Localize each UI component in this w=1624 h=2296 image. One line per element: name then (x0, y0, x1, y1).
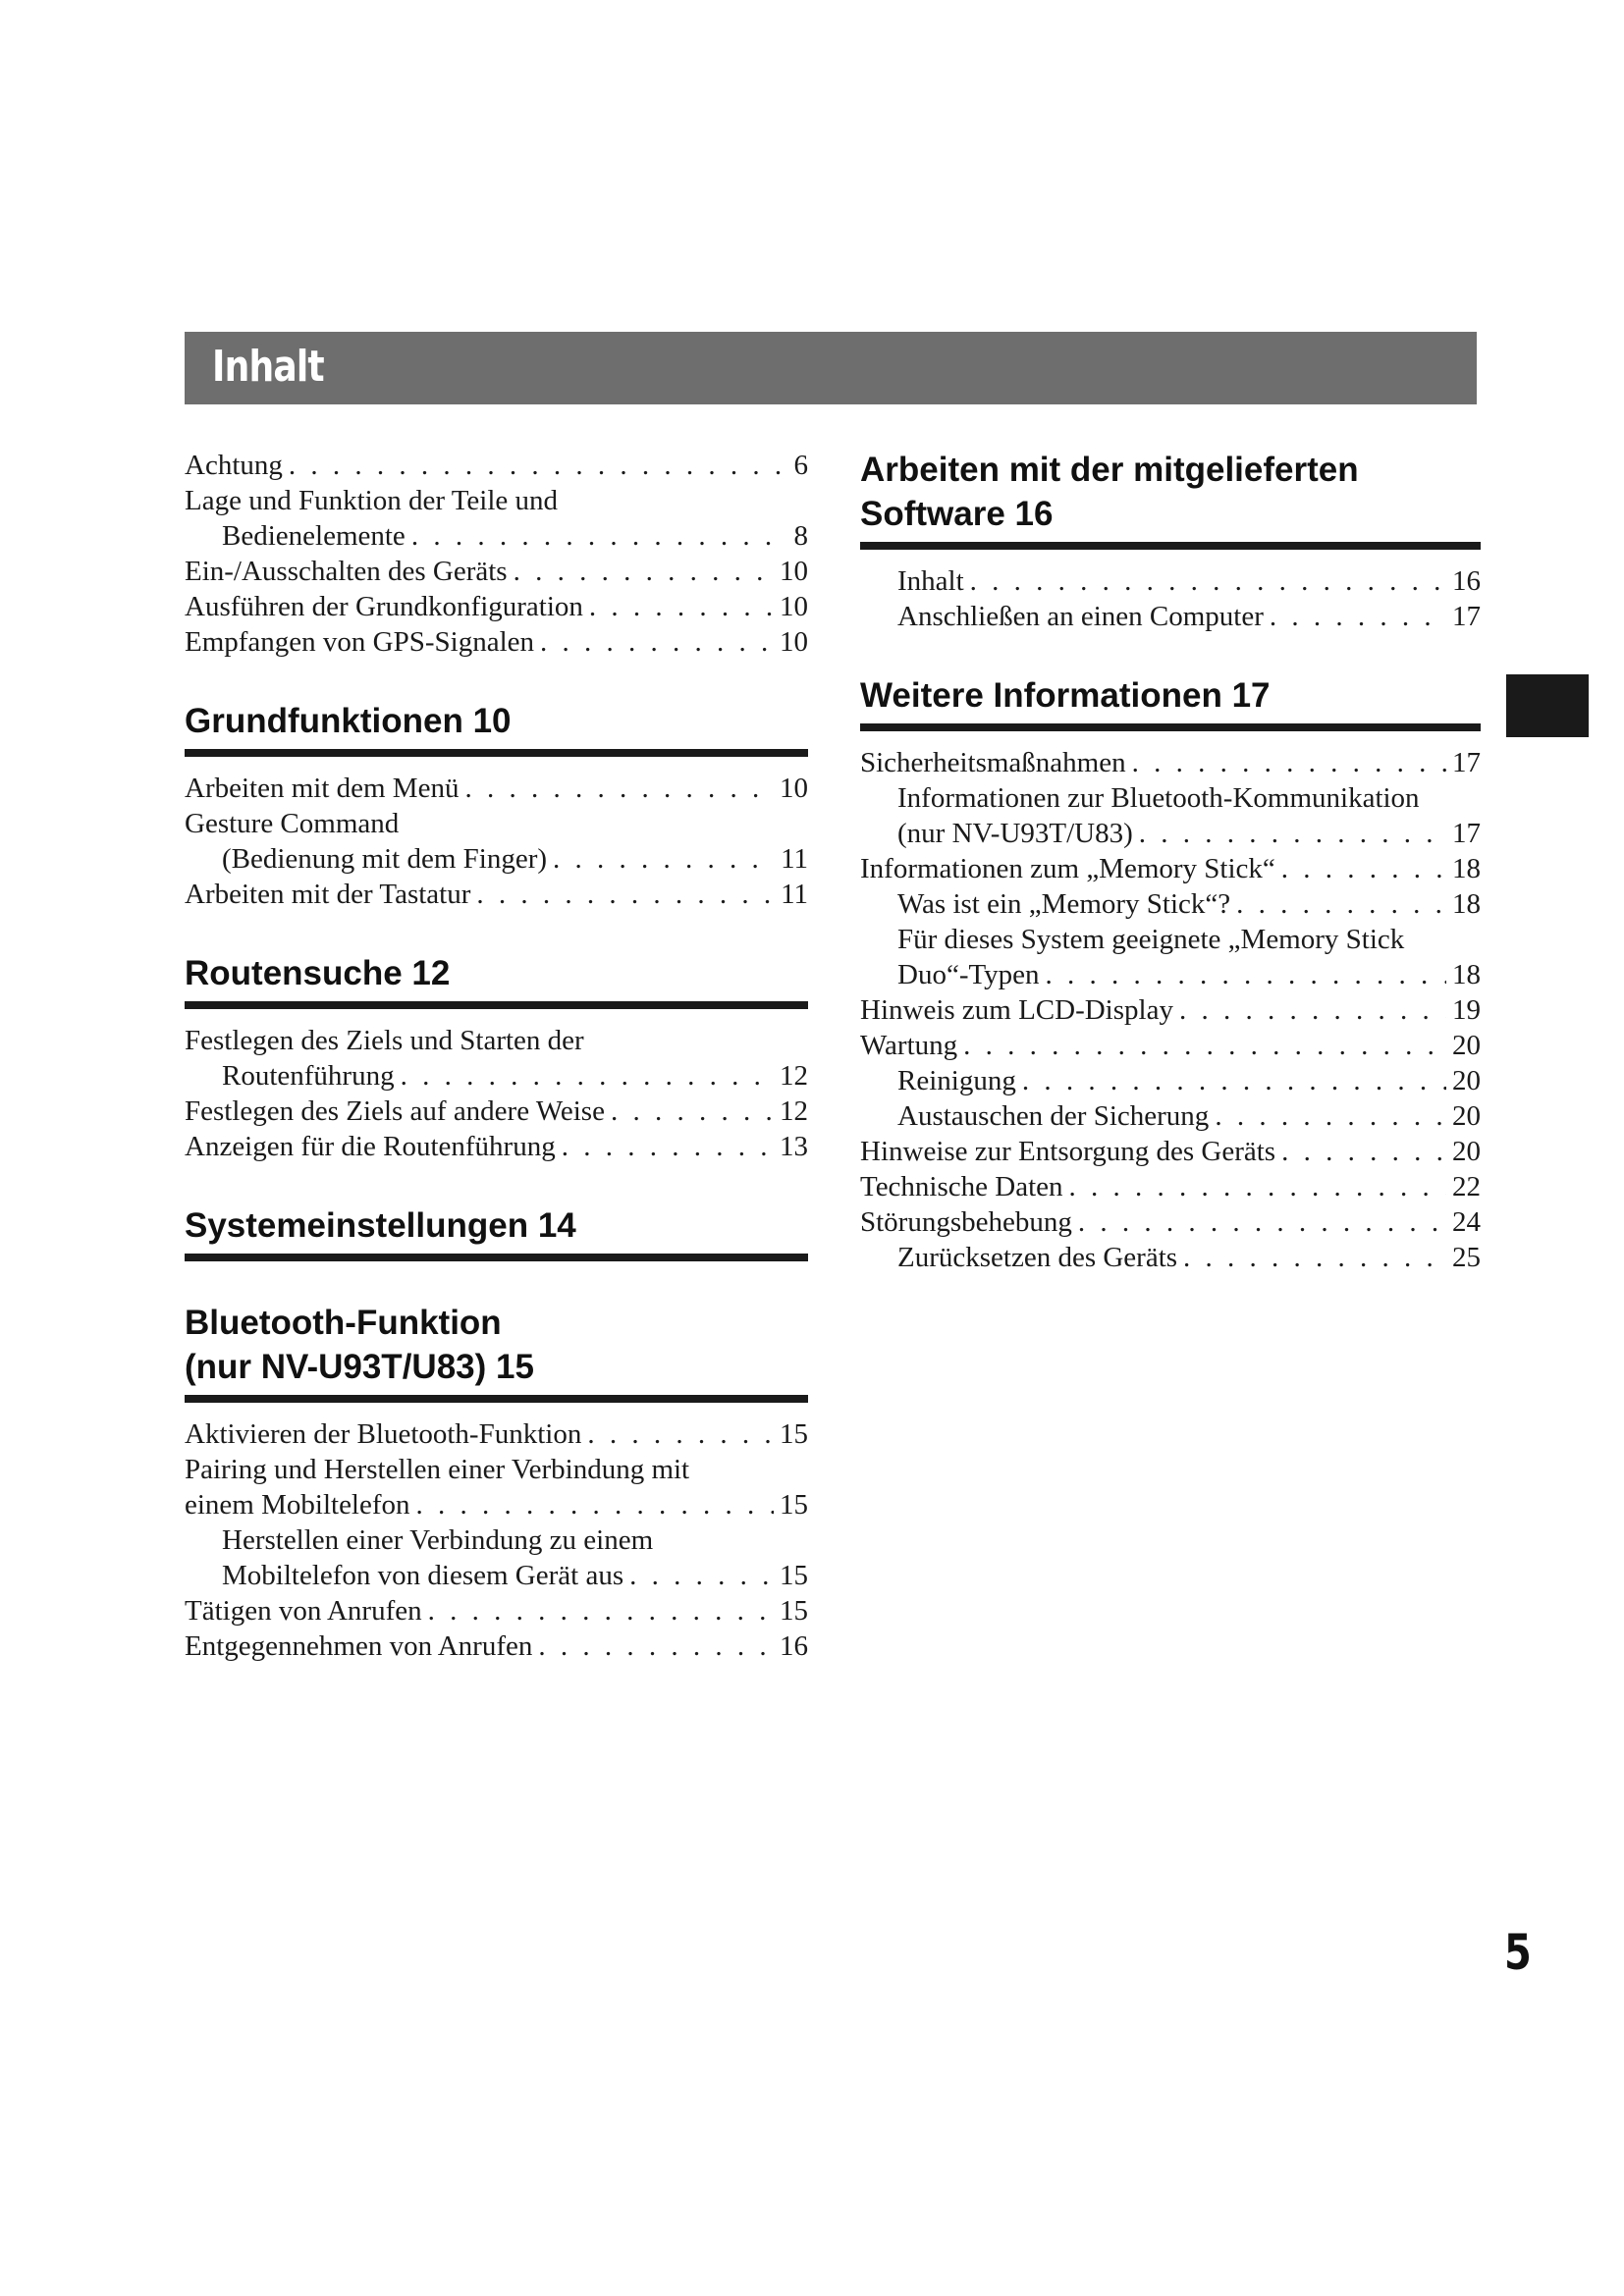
toc-entry[interactable] (185, 448, 808, 483)
toc-entry[interactable] (860, 745, 1481, 780)
toc-entry-title: Tätigen von Anrufen (185, 1595, 422, 1627)
dot-leader (401, 1058, 774, 1094)
toc-entry[interactable] (860, 563, 1481, 599)
toc-entry-title: Wartung (860, 1030, 958, 1061)
toc-entry-title: Austauschen der Sicherung (897, 1100, 1210, 1132)
dot-leader (1281, 1134, 1446, 1169)
toc-entry-page: 15 (780, 1489, 808, 1521)
toc-entry[interactable] (860, 1098, 1481, 1134)
toc-entry-title: Mobiltelefon von diesem Gerät aus (222, 1560, 624, 1591)
toc-entry-page: 10 (780, 591, 808, 622)
toc-entry-title: Aktivieren der Bluetooth-Funktion (185, 1418, 582, 1450)
toc-entry[interactable] (860, 992, 1481, 1028)
dot-leader (540, 624, 774, 660)
page-title: Inhalt (212, 342, 324, 392)
toc-entry-page: 12 (780, 1095, 808, 1127)
toc-left-column (185, 448, 808, 1664)
toc-entry[interactable] (185, 771, 808, 806)
toc-intro-list (185, 448, 808, 660)
toc-section (185, 1203, 808, 1261)
toc-entry-title: Reinigung (897, 1065, 1016, 1096)
toc-section (860, 673, 1481, 1275)
page-number: 5 (1504, 1924, 1532, 1981)
title-banner (185, 332, 1477, 404)
toc-section-entries (185, 1416, 808, 1664)
dot-leader (1139, 816, 1446, 851)
toc-entry[interactable] (185, 1129, 808, 1164)
toc-left-sections (185, 699, 808, 1664)
toc-entry-title: Achtung (185, 450, 283, 481)
toc-entry[interactable] (860, 816, 1481, 851)
toc-entry[interactable] (860, 957, 1481, 992)
toc-entry[interactable] (185, 1058, 808, 1094)
toc-entry-page: 17 (1452, 747, 1481, 778)
toc-entry-title: Duo“-Typen (897, 959, 1040, 990)
toc-entry-page: 15 (780, 1595, 808, 1627)
toc-entry-page: 12 (780, 1060, 808, 1092)
toc-entry[interactable] (185, 554, 808, 589)
toc-entry-title: Informationen zum „Memory Stick“ (860, 853, 1275, 884)
toc-entry-page: 20 (1452, 1100, 1481, 1132)
toc-entry-page: 13 (780, 1131, 808, 1162)
section-rule (185, 1254, 808, 1261)
dot-leader (289, 448, 788, 483)
toc-entry-page: 17 (1452, 601, 1481, 632)
toc-entry-title: Routenführung (222, 1060, 395, 1092)
toc-section-entries (860, 745, 1481, 1275)
toc-entry-title: Störungsbehebung (860, 1206, 1072, 1238)
toc-entry-page: 16 (780, 1630, 808, 1662)
toc-entry-line: Herstellen einer Verbindung zu einem (222, 1524, 654, 1556)
toc-entry[interactable] (185, 1094, 808, 1129)
toc-entry-page: 25 (1452, 1242, 1481, 1273)
dot-leader (1179, 992, 1446, 1028)
toc-section-entries (185, 771, 808, 912)
toc-entry-page: 11 (781, 879, 808, 910)
toc-entry[interactable] (185, 1558, 808, 1593)
section-heading[interactable]: Weitere Informationen 17 (860, 676, 1271, 715)
toc-section (860, 448, 1481, 634)
toc-entry-title: Bedienelemente (222, 520, 406, 552)
toc-entry[interactable] (185, 518, 808, 554)
dot-leader (629, 1558, 774, 1593)
toc-entry-line: Pairing und Herstellen einer Verbindung mit (185, 1454, 690, 1485)
toc-entry[interactable] (860, 851, 1481, 886)
toc-entry-title: Empfangen von GPS-Signalen (185, 626, 535, 658)
toc-entry-page: 22 (1452, 1171, 1481, 1202)
dot-leader (1132, 745, 1446, 780)
toc-entry[interactable] (860, 1169, 1481, 1204)
toc-entry[interactable] (185, 1416, 808, 1452)
dot-leader (553, 841, 775, 877)
section-rule (185, 1395, 808, 1403)
toc-entry-title: Hinweise zur Entsorgung des Geräts (860, 1136, 1276, 1167)
toc-entry-page: 18 (1452, 888, 1481, 920)
dot-leader (1281, 851, 1446, 886)
toc-entry-title: Ausführen der Grundkonfiguration (185, 591, 583, 622)
toc-entry-title: Technische Daten (860, 1171, 1063, 1202)
dot-leader (589, 589, 774, 624)
toc-entry[interactable] (185, 1487, 808, 1522)
toc-entry[interactable] (185, 877, 808, 912)
toc-entry-line: Festlegen des Ziels und Starten der (185, 1025, 584, 1056)
toc-entry-page: 6 (793, 450, 808, 481)
toc-entry-line: Informationen zur Bluetooth-Kommunikation (897, 782, 1420, 814)
dot-leader (1236, 886, 1446, 922)
toc-entry[interactable] (860, 599, 1481, 634)
toc-entry-title: (Bedienung mit dem Finger) (222, 843, 548, 875)
toc-entry-page: 11 (781, 843, 808, 875)
toc-section (185, 951, 808, 1164)
dot-leader (963, 1028, 1446, 1063)
toc-entry-title: Anschließen an einen Computer (897, 601, 1264, 632)
toc-entry-page: 24 (1452, 1206, 1481, 1238)
thumb-index-tab (1506, 674, 1589, 737)
toc-entry-line: Für dieses System geeignete „Memory Stick (897, 924, 1405, 955)
toc-entry-title: Arbeiten mit der Tastatur (185, 879, 471, 910)
section-heading[interactable]: Grundfunktionen 10 (185, 702, 512, 740)
toc-entry[interactable] (185, 1629, 808, 1664)
toc-entry-page: 19 (1452, 994, 1481, 1026)
toc-right-column (860, 448, 1481, 1275)
toc-entry-page: 20 (1452, 1065, 1481, 1096)
toc-entry-title: Entgegennehmen von Anrufen (185, 1630, 533, 1662)
dot-leader (428, 1593, 774, 1629)
toc-entry-page: 20 (1452, 1030, 1481, 1061)
section-heading[interactable]: Software 16 (860, 495, 1054, 533)
toc-entry-page: 18 (1452, 959, 1481, 990)
toc-entry-title: Was ist ein „Memory Stick“? (897, 888, 1231, 920)
toc-entry-page: 15 (780, 1418, 808, 1450)
toc-entry[interactable] (860, 1134, 1481, 1169)
toc-entry[interactable] (185, 624, 808, 660)
dot-leader (587, 1416, 774, 1452)
section-rule (185, 749, 808, 757)
toc-entry-line: Lage und Funktion der Teile und (185, 485, 559, 516)
toc-section-entries (185, 1023, 808, 1164)
dot-leader (1215, 1098, 1446, 1134)
dot-leader (562, 1129, 774, 1164)
toc-entry-title: (nur NV-U93T/U83) (897, 818, 1133, 849)
toc-entry[interactable] (860, 1063, 1481, 1098)
toc-entry-page: 10 (780, 773, 808, 804)
dot-leader (416, 1487, 774, 1522)
toc-section (185, 699, 808, 912)
toc-entry[interactable] (185, 589, 808, 624)
toc-right-sections (860, 448, 1481, 1275)
toc-entry[interactable] (860, 886, 1481, 922)
toc-entry-title: Hinweis zum LCD-Display (860, 994, 1173, 1026)
toc-entry-line: Gesture Command (185, 808, 400, 839)
toc-entry-title: Arbeiten mit dem Menü (185, 773, 460, 804)
toc-entry-page: 10 (780, 626, 808, 658)
toc-entry[interactable] (860, 1240, 1481, 1275)
toc-entry-title: Zurücksetzen des Geräts (897, 1242, 1178, 1273)
toc-entry-page: 20 (1452, 1136, 1481, 1167)
section-heading[interactable]: Arbeiten mit der mitgelieferten (860, 451, 1359, 489)
section-heading[interactable]: (nur NV-U93T/U83) 15 (185, 1348, 534, 1386)
toc-entry-title: Festlegen des Ziels auf andere Weise (185, 1095, 605, 1127)
section-rule (185, 1001, 808, 1009)
toc-entry-title: Sicherheitsmaßnahmen (860, 747, 1126, 778)
toc-section (185, 1301, 808, 1664)
toc-section-entries (860, 563, 1481, 634)
toc-entry[interactable] (185, 841, 808, 877)
dot-leader (611, 1094, 774, 1129)
dot-leader (464, 771, 774, 806)
section-rule (860, 723, 1481, 731)
toc-entry[interactable] (185, 1593, 808, 1629)
toc-entry-page: 17 (1452, 818, 1481, 849)
dot-leader (476, 877, 775, 912)
section-heading[interactable]: Systemeinstellungen 14 (185, 1206, 576, 1245)
dot-leader (514, 554, 774, 589)
dot-leader (1022, 1063, 1446, 1098)
toc-entry-title: einem Mobiltelefon (185, 1489, 410, 1521)
dot-leader (538, 1629, 774, 1664)
toc-entry[interactable] (860, 1028, 1481, 1063)
toc-entry[interactable] (860, 1204, 1481, 1240)
section-heading[interactable]: Bluetooth-Funktion (185, 1304, 502, 1342)
toc-entry-page: 10 (780, 556, 808, 587)
toc-entry-page: 8 (793, 520, 808, 552)
section-heading[interactable]: Routensuche 12 (185, 954, 451, 992)
toc-entry-title: Anzeigen für die Routenführung (185, 1131, 556, 1162)
dot-leader (1270, 599, 1446, 634)
toc-entry-page: 16 (1452, 565, 1481, 597)
dot-leader (1183, 1240, 1446, 1275)
toc-entry-title: Inhalt (897, 565, 964, 597)
dot-leader (1046, 957, 1446, 992)
section-rule (860, 542, 1481, 550)
toc-entry-page: 15 (780, 1560, 808, 1591)
dot-leader (970, 563, 1446, 599)
dot-leader (1078, 1204, 1446, 1240)
toc-entry-title: Ein-/Ausschalten des Geräts (185, 556, 508, 587)
dot-leader (1069, 1169, 1446, 1204)
toc-entry-page: 18 (1452, 853, 1481, 884)
dot-leader (411, 518, 788, 554)
